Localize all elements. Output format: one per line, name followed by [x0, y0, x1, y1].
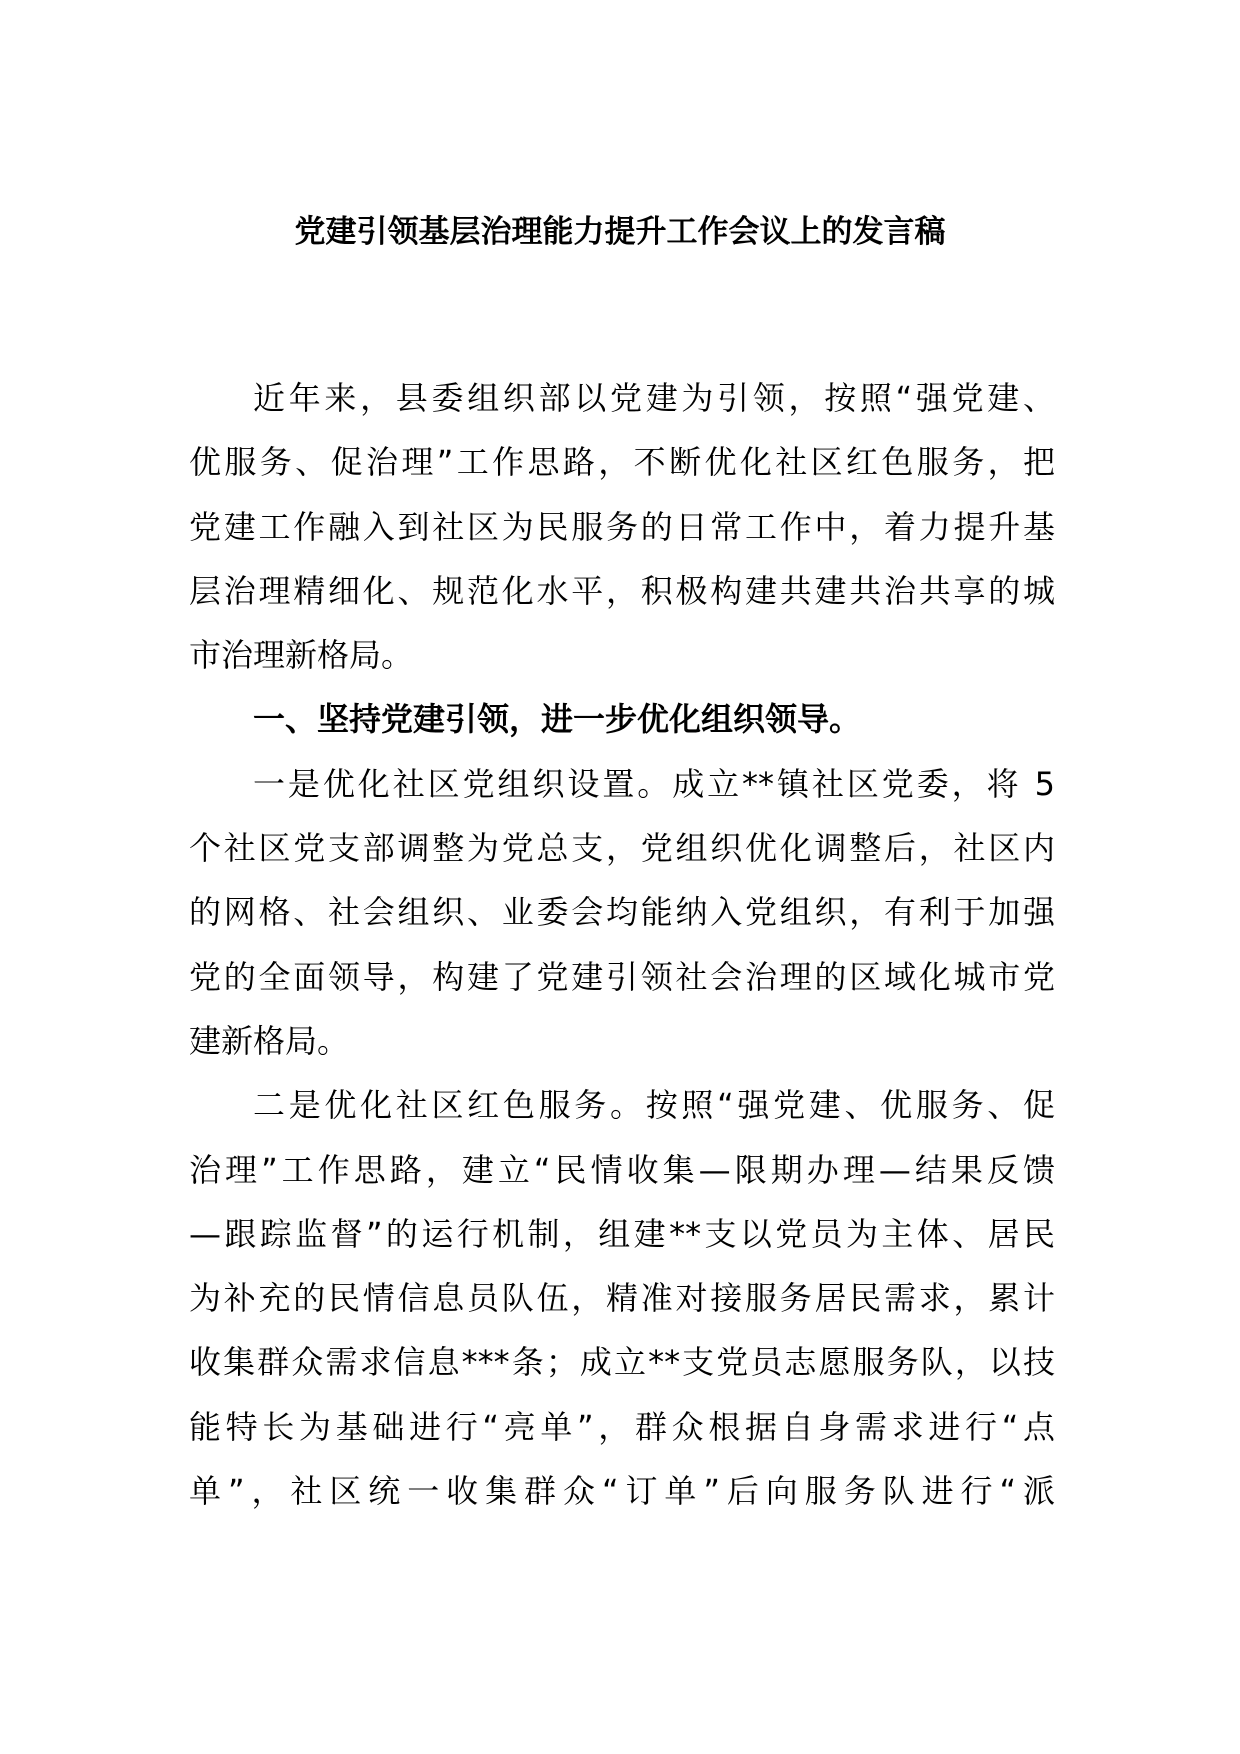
paragraph-1-line-1: 近年来，县委组织部以党建为引领，按照“强党建、 — [253, 379, 1055, 417]
paragraph-2-line-4: 党的全面领导，构建了党建引领社会治理的区域化城市党 — [189, 957, 1055, 996]
paragraph-3-line-2: 治理”工作思路，建立“民情收集—限期办理—结果反馈 — [189, 1150, 1055, 1189]
document-title: 党建引领基层治理能力提升工作会议上的发言稿 — [294, 214, 946, 250]
paragraph-1-line-2: 优服务、促治理”工作思路，不断优化社区红色服务，把 — [189, 443, 1055, 482]
paragraph-2-line-5: 建新格局。 — [189, 1021, 350, 1060]
paragraph-3-line-5: 收集群众需求信息***条；成立**支党员志愿服务队，以技 — [189, 1343, 1055, 1382]
paragraph-3-line-1: 二是优化社区红色服务。按照“强党建、优服务、促 — [253, 1086, 1055, 1125]
paragraph-1-line-4: 层治理精细化、规范化水平，积极构建共建共治共享的城 — [189, 571, 1055, 610]
paragraph-3-line-7: 单”，社区统一收集群众“订单”后向服务队进行“派 — [189, 1472, 1055, 1511]
paragraph-2-line-2: 个社区党支部调整为党总支，党组织优化调整后，社区内 — [189, 829, 1055, 868]
paragraph-2-line-3: 的网格、社会组织、业委会均能纳入党组织，有利于加强 — [189, 893, 1055, 932]
paragraph-3-line-6: 能特长为基础进行“亮单”，群众根据自身需求进行“点 — [189, 1407, 1055, 1446]
section-heading-1: 一、坚持党建引领，进一步优化组织领导。 — [253, 700, 862, 739]
document-body — [189, 366, 1055, 1523]
paragraph-3-line-3: —跟踪监督”的运行机制，组建**支以党员为主体、居民 — [189, 1214, 1055, 1253]
paragraph-1-line-3: 党建工作融入到社区为民服务的日常工作中，着力提升基 — [189, 507, 1055, 546]
paragraph-2-line-1: 一是优化社区党组织设置。成立**镇社区党委，将 5 — [253, 764, 1055, 803]
paragraph-3-line-4: 为补充的民情信息员队伍，精准对接服务居民需求，累计 — [189, 1279, 1055, 1318]
paragraph-1-line-5: 市治理新格局。 — [189, 636, 414, 675]
